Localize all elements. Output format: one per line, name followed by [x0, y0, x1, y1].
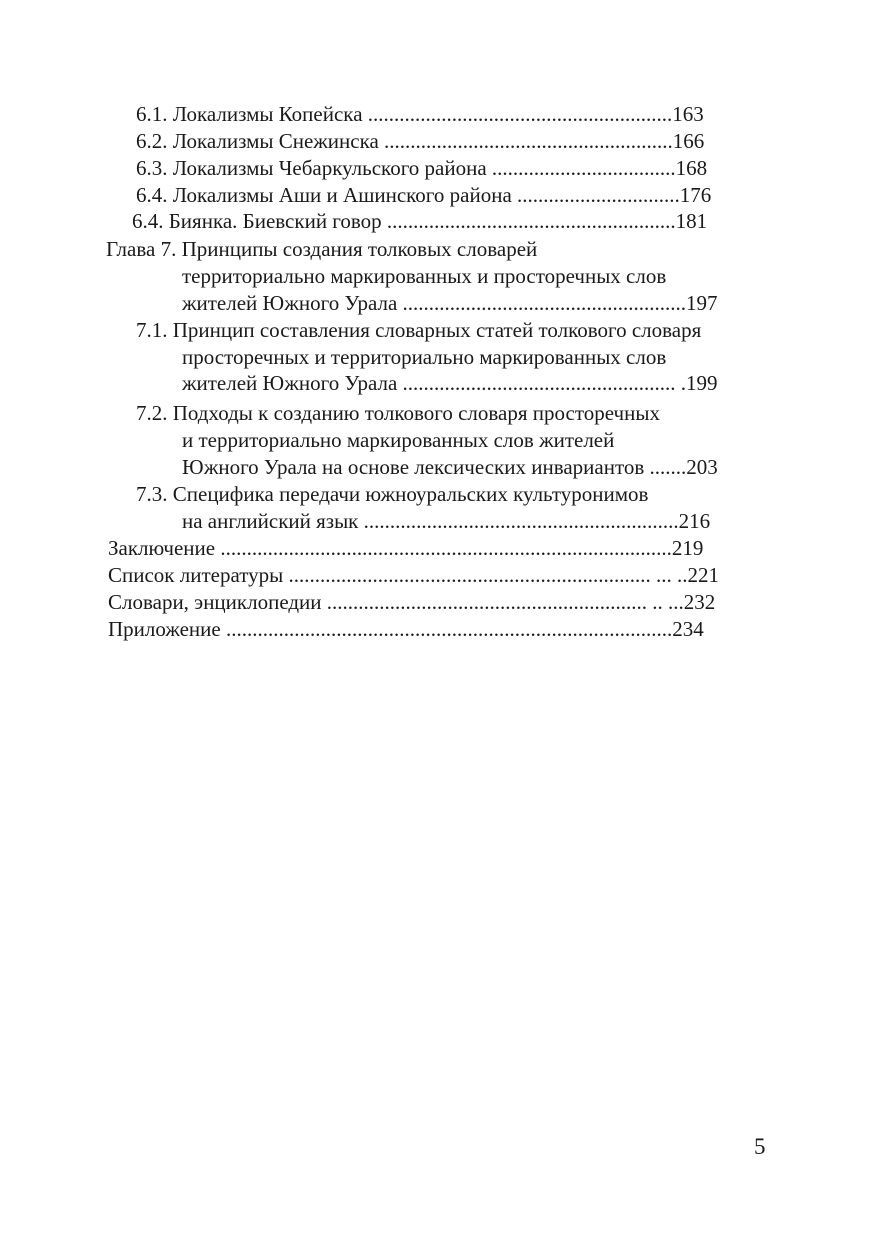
toc-chapter-7-title: Глава 7. Принципы создания толковых словарей	[106, 237, 538, 261]
toc-entry-7-3-cont-1: на английский язык ............................................................216	[182, 509, 711, 533]
toc-entry-7-3: 7.3. Специфика передачи южноуральских культуронимов	[136, 482, 649, 506]
toc-entry-7-1-cont-1: просторечных и территориально маркированных слов	[182, 345, 667, 369]
toc-entry-6-2: 6.2. Локализмы Снежинска .......................................................166	[136, 129, 705, 153]
toc-chapter-7-title-cont-1: территориально маркированных и просторечных слов	[182, 264, 667, 288]
toc-entry-conclusion: Заключение ......................................................................................219	[108, 536, 704, 560]
toc-entry-7-1-cont-2: жителей Южного Урала .................................................... .199	[182, 371, 718, 395]
toc-entry-7-2: 7.2. Подходы к созданию толкового словаря просторечных	[136, 401, 660, 425]
toc-entry-dictionaries: Словари, энциклопедии ............................................................. .. ...232	[108, 590, 716, 614]
toc-entry-6-4-b: 6.4. Биянка. Биевский говор .......................................................181	[132, 209, 708, 233]
toc-entry-appendix: Приложение .....................................................................................234	[108, 617, 704, 641]
toc-entry-7-2-cont-1: и территориально маркированных слов жителей	[182, 428, 615, 452]
toc-entry-7-2-cont-2: Южного Урала на основе лексических инвариантов .......203	[182, 455, 718, 479]
page-number: 5	[754, 1134, 766, 1159]
toc-entry-7-1: 7.1. Принцип составления словарных статей толкового словаря	[136, 318, 702, 342]
toc-entry-6-3: 6.3. Локализмы Чебаркульского района ...................................168	[136, 156, 708, 180]
toc-entry-bibliography: Список литературы ..................................................................... ... ..221	[108, 563, 720, 587]
toc-entry-6-4-a: 6.4. Локализмы Аши и Ашинского района ...............................176	[136, 183, 712, 207]
toc-chapter-7-title-cont-2: жителей Южного Урала ......................................................197	[182, 291, 718, 315]
toc-entry-6-1: 6.1. Локализмы Копейска ..........................................................163	[136, 102, 704, 126]
